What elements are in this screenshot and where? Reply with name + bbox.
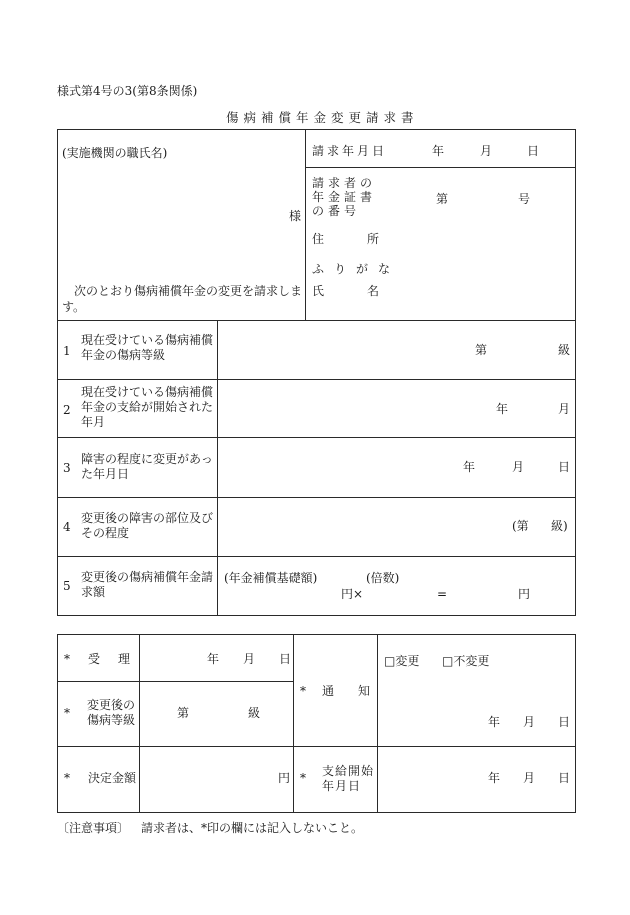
row2-label: 現在受けている傷病補償年金の支給が開始された年月 — [81, 385, 214, 429]
request-statement: 次のとおり傷病補償年金の変更を請求します。 — [62, 284, 303, 314]
name-label — [312, 284, 422, 299]
notice-label: 通知 — [322, 684, 395, 698]
payment-start-asterisk: * — [300, 771, 306, 785]
note-text: 請求者は、*印の欄には記入しないこと。 — [141, 821, 364, 835]
receipt-month[interactable]: 月 — [243, 652, 256, 666]
new-grade-label: 変更後の傷病等級 — [87, 698, 136, 727]
address-label-text: 住所 — [312, 232, 423, 246]
sama-suffix: 様 — [289, 209, 302, 223]
payment-start-month[interactable]: 月 — [523, 771, 536, 785]
decided-amount-yen[interactable]: 円 — [278, 771, 291, 785]
pension-cert-dai[interactable]: 第 — [436, 192, 449, 206]
name-label-text: 氏名 — [312, 284, 423, 298]
row3-year[interactable]: 年 — [463, 460, 476, 474]
decided-amount-label: 決定金額 — [88, 771, 137, 785]
row1-dai[interactable]: 第 — [475, 343, 488, 357]
row4-label: 変更後の障害の部位及びその程度 — [81, 511, 214, 540]
notice-month[interactable]: 月 — [523, 715, 536, 729]
row5-base-label: (年金補償基礎額) — [224, 571, 318, 585]
payment-start-year[interactable]: 年 — [488, 771, 501, 785]
nochange-option[interactable]: □不変更 — [442, 654, 490, 668]
row4-number: 4 — [63, 520, 71, 534]
row5-yen[interactable]: 円 — [518, 587, 531, 601]
row4-dai[interactable]: (第 — [512, 519, 529, 533]
furigana-label: ふりがな — [312, 262, 401, 276]
pension-cert-gou[interactable]: 号 — [518, 192, 531, 206]
receipt-year[interactable]: 年 — [207, 652, 220, 666]
pension-cert-label: 請求者の年金証書の番号 — [312, 176, 377, 218]
row3-label: 障害の程度に変更があった年月日 — [81, 452, 213, 481]
new-grade-dai[interactable]: 第 — [177, 706, 190, 720]
receipt-day[interactable]: 日 — [279, 652, 292, 666]
form-title: 傷病補償年金変更請求書 — [226, 110, 419, 125]
decided-amount-asterisk: * — [64, 771, 70, 785]
payment-start-label: 支給開始年月日 — [322, 764, 375, 793]
new-grade-kyu[interactable]: 級 — [248, 706, 261, 720]
row2-year[interactable]: 年 — [496, 402, 509, 416]
row3-number: 3 — [63, 461, 71, 475]
request-date-label: 請求年月日 — [312, 144, 388, 158]
row4-kyu[interactable]: 級) — [551, 519, 568, 533]
request-date-month[interactable]: 月 — [480, 144, 493, 158]
row3-month[interactable]: 月 — [512, 460, 525, 474]
row1-number: 1 — [63, 344, 71, 358]
note-label: 〔注意事項〕 — [57, 821, 130, 835]
request-date-year[interactable]: 年 — [432, 144, 445, 158]
receipt-label: 受理 — [88, 652, 149, 666]
row5-number: 5 — [63, 579, 71, 593]
address-label — [312, 232, 422, 247]
notice-day[interactable]: 日 — [558, 715, 571, 729]
form-number: 様式第4号の3(第8条関係) — [57, 84, 198, 98]
change-option[interactable]: □変更 — [384, 654, 420, 668]
row2-month[interactable]: 月 — [558, 402, 571, 416]
row2-number: 2 — [63, 403, 71, 417]
row1-label: 現在受けている傷病補償年金の傷病等級 — [81, 333, 214, 362]
receipt-asterisk: * — [64, 652, 70, 666]
row5-yen-times[interactable]: 円× — [341, 587, 364, 601]
row5-mult-label: (倍数) — [366, 571, 400, 585]
row3-day[interactable]: 日 — [558, 460, 571, 474]
row5-label: 変更後の傷病補償年金請求額 — [81, 570, 214, 599]
new-grade-asterisk: * — [64, 706, 70, 720]
row5-equals: = — [437, 587, 448, 601]
notice-asterisk: * — [300, 684, 306, 698]
notice-year[interactable]: 年 — [488, 715, 501, 729]
agency-label: (実施機関の職氏名) — [62, 146, 168, 160]
request-date-day[interactable]: 日 — [527, 144, 540, 158]
payment-start-day[interactable]: 日 — [558, 771, 571, 785]
row1-kyu[interactable]: 級 — [558, 343, 571, 357]
